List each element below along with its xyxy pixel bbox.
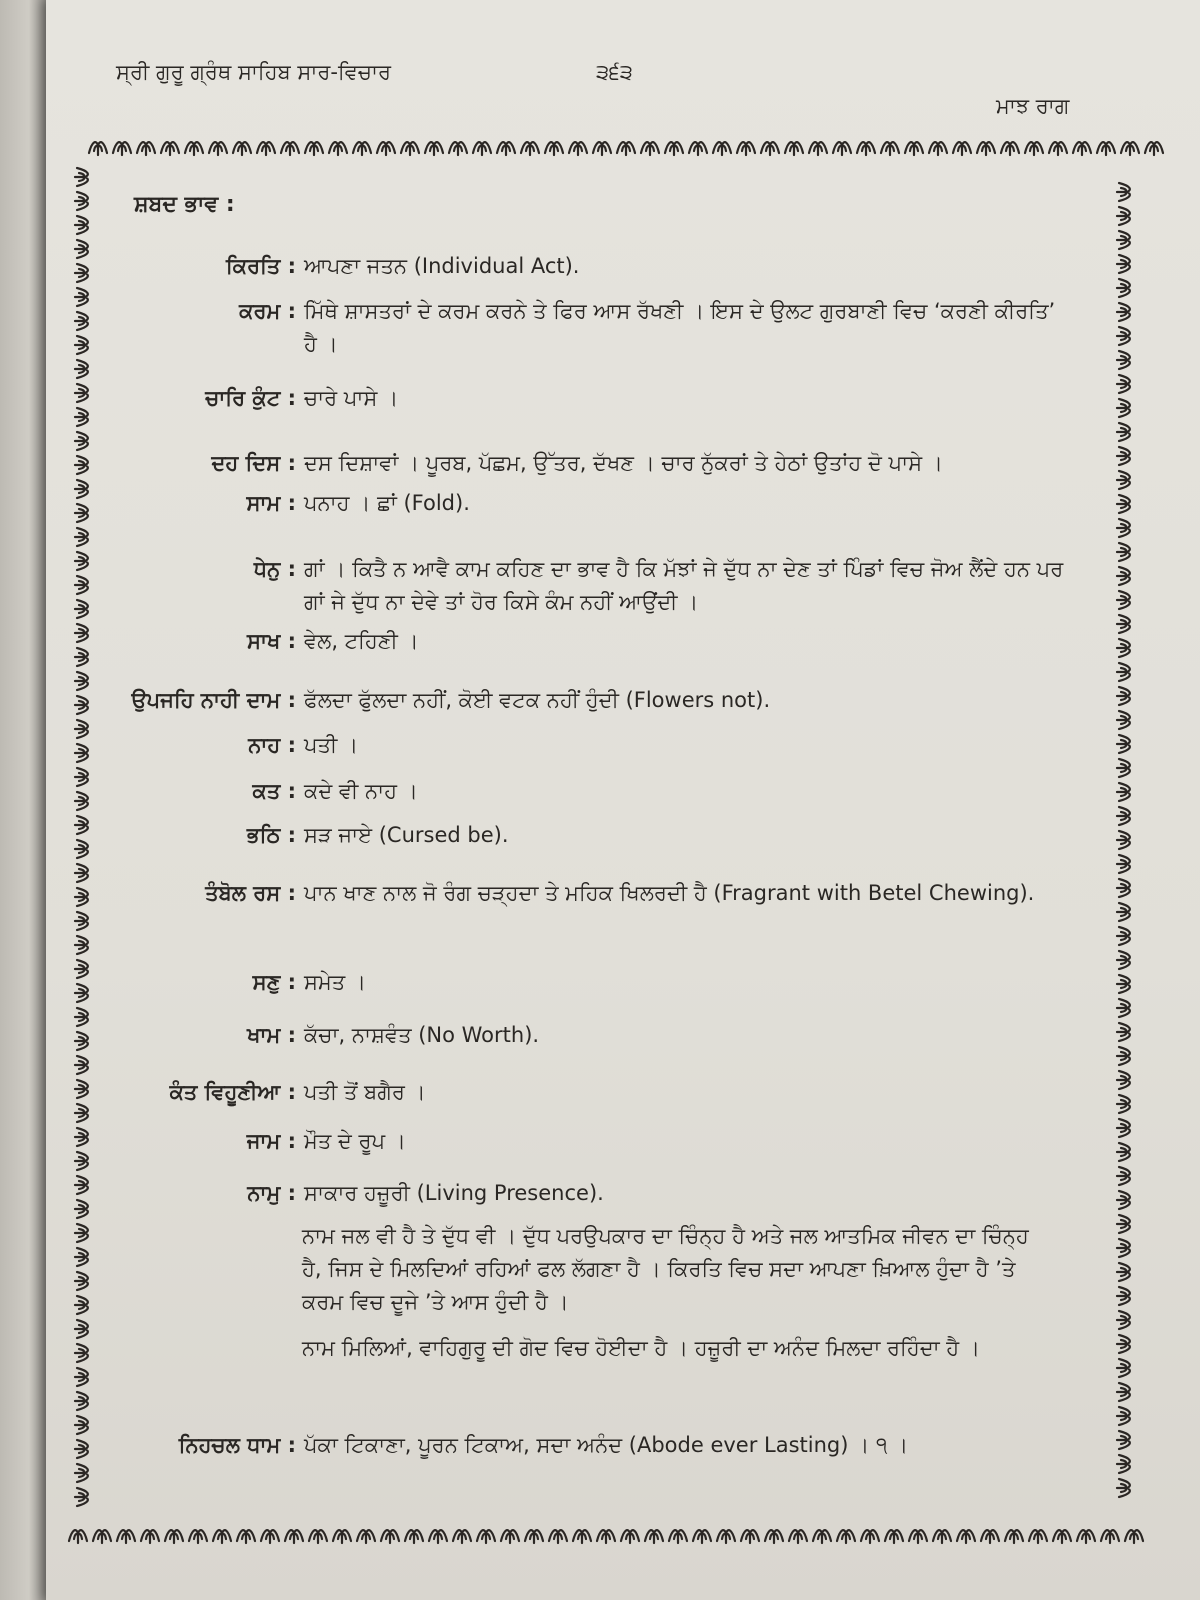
border-ornament xyxy=(713,142,731,155)
border-ornament xyxy=(305,142,323,155)
border-ornament xyxy=(641,142,659,155)
border-ornament xyxy=(329,142,347,155)
border-ornament xyxy=(1117,423,1130,441)
border-ornament xyxy=(1117,1335,1130,1353)
border-ornament xyxy=(75,1392,88,1410)
entry-definition: ਸਾਕਾਰ ਹਜ਼ੂਰੀ (Living Presence). xyxy=(304,1181,604,1205)
entry-bhath xyxy=(46,819,1066,855)
border-ornament xyxy=(1117,1143,1130,1161)
entry-upjeh-naahi-daam xyxy=(46,684,1066,720)
entry-definition: ਮੌਤ ਦੇ ਰੂਪ । xyxy=(304,1129,406,1153)
border-ornament xyxy=(185,142,203,155)
border-ornament xyxy=(213,1530,231,1543)
entry-naam xyxy=(46,1177,1066,1213)
border-ornament xyxy=(1117,1455,1130,1473)
section-title: ਮਾਝ ਰਾਗ xyxy=(996,94,1070,118)
border-ornament xyxy=(977,142,995,155)
border-ornament xyxy=(425,142,443,155)
border-ornament xyxy=(881,142,899,155)
border-ornament xyxy=(1029,1530,1047,1543)
entry-kant-vihooniya xyxy=(46,1076,1066,1112)
border-ornament xyxy=(281,142,299,155)
border-ornament xyxy=(377,142,395,155)
border-ornament xyxy=(785,142,803,155)
border-ornament xyxy=(1077,1530,1095,1543)
border-ornament xyxy=(1097,142,1115,155)
border-ornament xyxy=(261,1530,279,1543)
border-ornament xyxy=(1117,1215,1130,1233)
ornamental-border-top xyxy=(86,130,1176,164)
border-ornament xyxy=(1117,615,1130,633)
border-ornament xyxy=(449,142,467,155)
border-ornament xyxy=(1117,303,1130,321)
border-ornament xyxy=(75,1224,88,1242)
ornamental-border-right xyxy=(1110,180,1140,1510)
border-ornament xyxy=(75,1344,88,1362)
entry-term: ਕਤ : xyxy=(252,779,296,803)
border-ornament xyxy=(333,1530,351,1543)
border-ornament xyxy=(113,142,131,155)
border-ornament xyxy=(933,1530,951,1543)
entry-saakh xyxy=(46,625,1066,661)
border-ornament xyxy=(1117,1239,1130,1257)
border-ornament xyxy=(1117,1479,1130,1497)
border-ornament xyxy=(1117,183,1130,201)
entry-definition: ਸਮੇਤ । xyxy=(304,970,367,994)
border-ornament xyxy=(669,1530,687,1543)
border-ornament xyxy=(401,142,419,155)
border-ornament xyxy=(1117,375,1130,393)
entry-definition: ਗਾਂ । ਕਿਤੈ ਨ ਆਵੈ ਕਾਮ ਕਹਿਣ ਦਾ ਭਾਵ ਹੈ ਕਿ ਮੱਝਾਂ ਜੇ ਦੁੱਧ ਨਾ ਦੇਣ ਤਾਂ ਪਿੰਡਾਂ ਵਿਚ ਜੋਅ ਲੈਂਦੇ ਹਨ ਪਰ ਗਾਂ ਜੇ ਦੁੱਧ ਨਾ ਦੇਵੇ ਤਾਂ ਹੋਰ ਕਿਸੇ ਕੰਮ ਨਹੀਂ ਆਉਂਦੀ । xyxy=(304,557,1064,614)
entry-definition: ਚਾਰੇ ਪਾਸੇ । xyxy=(304,386,399,410)
border-ornament xyxy=(161,142,179,155)
border-ornament xyxy=(137,142,155,155)
border-ornament xyxy=(597,1530,615,1543)
border-ornament xyxy=(665,142,683,155)
border-ornament xyxy=(741,1530,759,1543)
entry-term: ਸਣੁ : xyxy=(252,970,296,994)
border-ornament xyxy=(525,1530,543,1543)
border-ornament xyxy=(573,1530,591,1543)
border-ornament xyxy=(1117,591,1130,609)
border-ornament xyxy=(75,1464,88,1482)
border-ornament xyxy=(521,142,539,155)
border-ornament xyxy=(761,142,779,155)
entry-jaam xyxy=(46,1125,1066,1161)
border-ornament xyxy=(857,142,875,155)
border-ornament xyxy=(75,1296,88,1314)
border-ornament xyxy=(75,1272,88,1290)
running-title: ਸ੍ਰੀ ਗੁਰੂ ਗ੍ਰੰਥ ਸਾਹਿਬ ਸਾਰ-ਵਿਚਾਰ xyxy=(116,60,392,84)
border-ornament xyxy=(737,142,755,155)
border-ornament xyxy=(233,142,251,155)
border-ornament xyxy=(1117,831,1130,849)
border-ornament xyxy=(1001,142,1019,155)
entry-khaam xyxy=(46,1019,1066,1055)
border-ornament xyxy=(1117,447,1130,465)
border-ornament xyxy=(689,142,707,155)
border-ornament xyxy=(69,1530,87,1543)
border-ornament xyxy=(1117,1383,1130,1401)
border-ornament xyxy=(309,1530,327,1543)
book-page xyxy=(46,0,1200,1600)
border-ornament xyxy=(549,1530,567,1543)
border-ornament xyxy=(1117,999,1130,1017)
border-ornament xyxy=(1117,1431,1130,1449)
border-ornament xyxy=(353,142,371,155)
ornamental-border-bottom xyxy=(66,1518,1156,1552)
border-ornament xyxy=(1117,351,1130,369)
entry-definition: ਦਸ ਦਿਸ਼ਾਵਾਂ । ਪੂਰਬ, ਪੱਛਮ, ਉੱਤਰ, ਦੱਖਣ । ਚਾਰ ਨੁੱਕਰਾਂ ਤੇ ਹੇਠਾਂ ਉਤਾਂਹ ਦੋ ਪਾਸੇ । xyxy=(304,451,943,475)
border-ornament xyxy=(1005,1530,1023,1543)
border-ornament xyxy=(1117,327,1130,345)
entry-definition: ਪਤੀ । xyxy=(304,733,359,757)
border-ornament xyxy=(885,1530,903,1543)
border-ornament xyxy=(75,216,88,234)
section-heading: ਸ਼ਬਦ ਭਾਵ : xyxy=(134,192,235,217)
border-ornament xyxy=(473,142,491,155)
border-ornament xyxy=(1073,142,1091,155)
border-ornament xyxy=(837,1530,855,1543)
border-ornament xyxy=(1053,1530,1071,1543)
border-ornament xyxy=(1117,231,1130,249)
border-ornament xyxy=(381,1530,399,1543)
entry-definition: ਫੱਲਦਾ ਫੁੱਲਦਾ ਨਹੀਂ, ਕੋਈ ਵਟਕ ਨਹੀਂ ਹੁੰਦੀ (Flowers not). xyxy=(304,688,771,712)
entry-term: ਕੰਤ ਵਿਹੂਣੀਆ : xyxy=(169,1080,296,1104)
border-ornament xyxy=(189,1530,207,1543)
border-ornament xyxy=(1121,142,1139,155)
entry-term: ਨਾਮੁ : xyxy=(247,1181,296,1205)
border-ornament xyxy=(813,1530,831,1543)
border-ornament xyxy=(1117,759,1130,777)
border-ornament xyxy=(1117,1407,1130,1425)
border-ornament xyxy=(1117,1359,1130,1377)
border-ornament xyxy=(497,142,515,155)
border-ornament xyxy=(645,1530,663,1543)
border-ornament xyxy=(75,168,88,186)
border-ornament xyxy=(981,1530,999,1543)
border-ornament xyxy=(1117,975,1130,993)
border-ornament xyxy=(75,1488,88,1506)
border-ornament xyxy=(1117,687,1130,705)
border-ornament xyxy=(257,142,275,155)
border-ornament xyxy=(1117,711,1130,729)
border-ornament xyxy=(569,142,587,155)
previous-page-edge xyxy=(0,0,52,1600)
border-ornament xyxy=(75,1368,88,1386)
border-ornament xyxy=(1101,1530,1119,1543)
entry-dhenu xyxy=(46,553,1066,623)
entry-term: ਨਾਹ : xyxy=(248,733,296,757)
border-ornament xyxy=(405,1530,423,1543)
entry-definition: ਵੇਲ, ਟਹਿਣੀ । xyxy=(304,629,419,653)
entry-san xyxy=(46,966,1066,1002)
entry-definition: ਮਿੱਥੇ ਸ਼ਾਸਤਰਾਂ ਦੇ ਕਰਮ ਕਰਨੇ ਤੇ ਫਿਰ ਆਸ ਰੱਖਣੀ । ਇਸ ਦੇ ਉਲਟ ਗੁਰਬਾਣੀ ਵਿਚ ‘ਕਰਣੀ ਕੀਰਤਿ’ ਹੈ । xyxy=(304,299,1056,356)
border-ornament xyxy=(909,1530,927,1543)
border-ornament xyxy=(75,1248,88,1266)
border-ornament xyxy=(861,1530,879,1543)
entry-term: ਭਠਿ : xyxy=(246,823,296,847)
border-ornament xyxy=(453,1530,471,1543)
page-number: ੩੬੩ xyxy=(596,60,633,84)
border-ornament xyxy=(1117,807,1130,825)
border-ornament xyxy=(621,1530,639,1543)
border-ornament xyxy=(237,1530,255,1543)
border-ornament xyxy=(1117,1167,1130,1185)
entry-kat xyxy=(46,775,1066,811)
border-ornament xyxy=(1117,1287,1130,1305)
border-ornament xyxy=(1117,879,1130,897)
entry-definition: ਕਦੇ ਵੀ ਨਾਹ । xyxy=(304,779,418,803)
border-ornament xyxy=(789,1530,807,1543)
entry-naah xyxy=(46,729,1066,765)
entry-term: ਕਿਰਤਿ : xyxy=(225,254,296,278)
border-ornament xyxy=(93,1530,111,1543)
entry-term: ਉਪਜਹਿ ਨਾਹੀ ਦਾਮ : xyxy=(131,688,296,712)
border-ornament xyxy=(833,142,851,155)
border-ornament xyxy=(929,142,947,155)
entry-term: ਧੇਨੁ : xyxy=(253,557,296,581)
border-ornament xyxy=(1049,142,1067,155)
entry-definition: ਪਤੀ ਤੋਂ ਬਗੈਰ । xyxy=(304,1080,426,1104)
entry-term: ਨਿਹਚਲ ਧਾਮ : xyxy=(178,1433,296,1457)
border-ornament xyxy=(1117,1191,1130,1209)
border-ornament xyxy=(141,1530,159,1543)
border-ornament xyxy=(617,142,635,155)
border-ornament xyxy=(1117,519,1130,537)
border-ornament xyxy=(1117,1071,1130,1089)
border-ornament xyxy=(75,528,88,546)
explanatory-note: ਨਾਮ ਮਿਲਿਆਂ, ਵਾਹਿਗੁਰੂ ਦੀ ਗੋਦ ਵਿਚ ਹੋਈਦਾ ਹੈ । ਹਜ਼ੂਰੀ ਦਾ ਅਨੰਦ ਮਿਲਦਾ ਰਹਿੰਦਾ ਹੈ । xyxy=(302,1336,981,1360)
entry-saam xyxy=(46,487,1066,523)
border-ornament xyxy=(1145,142,1163,155)
border-ornament xyxy=(1117,639,1130,657)
border-ornament xyxy=(429,1530,447,1543)
border-ornament xyxy=(953,142,971,155)
entry-definition: ਕੱਚਾ, ਨਾਸ਼ਵੰਤ (No Worth). xyxy=(304,1023,540,1047)
border-ornament xyxy=(1117,855,1130,873)
border-ornament xyxy=(809,142,827,155)
entry-term: ਕਰਮ : xyxy=(239,299,296,323)
border-ornament xyxy=(693,1530,711,1543)
explanatory-note: ਨਾਮ ਜਲ ਵੀ ਹੈ ਤੇ ਦੁੱਧ ਵੀ । ਦੁੱਧ ਪਰਉਪਕਾਰ ਦਾ ਚਿੰਨ੍ਹ ਹੈ ਅਤੇ ਜਲ ਆਤਮਿਕ ਜੀਵਨ ਦਾ ਚਿੰਨ੍ਹ ਹੈ, ਜਿਸ ਦੇ ਮਿਲਦਿਆਂ ਰਹਿਆਂ ਫਲ ਲੱਗਣਾ ਹੈ । ਕਿਰਤਿ ਵਿਚ ਸਦਾ ਆਪਣਾ ਖ਼ਿਆਲ ਹੁੰਦਾ ਹੈ ’ਤੇ ਕਰਮ ਵਿਚ ਦੂਜੇ ’ਤੇ ਆਸ ਹੁੰਦੀ ਹੈ । xyxy=(302,1224,1029,1314)
border-ornament xyxy=(765,1530,783,1543)
border-ornament xyxy=(477,1530,495,1543)
border-ornament xyxy=(1117,663,1130,681)
border-ornament xyxy=(357,1530,375,1543)
border-ornament xyxy=(905,142,923,155)
entry-term: ਚਾਰਿ ਕੁੰਟ : xyxy=(205,386,296,410)
border-ornament xyxy=(1117,207,1130,225)
border-ornament xyxy=(75,1056,88,1074)
border-ornament xyxy=(89,142,107,155)
border-ornament xyxy=(1117,1119,1130,1137)
border-ornament xyxy=(1117,783,1130,801)
border-ornament xyxy=(1125,1530,1143,1543)
entry-tambol-ras xyxy=(46,877,1066,947)
border-ornament xyxy=(1117,1023,1130,1041)
border-ornament xyxy=(1025,142,1043,155)
entry-definition: ਆਪਣਾ ਜਤਨ (Individual Act). xyxy=(304,254,580,278)
entry-definition: ਪਨਾਹ । ਛਾਂ (Fold). xyxy=(304,491,470,515)
border-ornament xyxy=(285,1530,303,1543)
border-ornament xyxy=(1117,1047,1130,1065)
entry-definition: ਸੜ ਜਾਏ (Cursed be). xyxy=(304,823,509,847)
entry-kirat xyxy=(46,250,1066,286)
border-ornament xyxy=(209,142,227,155)
entry-chaar-kunt xyxy=(46,382,1066,418)
entry-term: ਤੰਬੋਲ ਰਸ : xyxy=(205,881,296,905)
entry-term: ਜਾਮ : xyxy=(246,1129,296,1153)
border-ornament xyxy=(1117,495,1130,513)
border-ornament xyxy=(1117,543,1130,561)
entry-term: ਸਾਖ : xyxy=(246,629,296,653)
entry-definition: ਪਾਨ ਖਾਣ ਨਾਲ ਜੋ ਰੰਗ ਚੜ੍ਹਦਾ ਤੇ ਮਹਿਕ ਖਿਲਰਦੀ ਹੈ (Fragrant with Betel Chewing). xyxy=(304,881,1035,905)
border-ornament xyxy=(593,142,611,155)
border-ornament xyxy=(1117,399,1130,417)
border-ornament xyxy=(117,1530,135,1543)
border-ornament xyxy=(1117,279,1130,297)
entry-term: ਦਹ ਦਿਸ : xyxy=(211,451,296,475)
border-ornament xyxy=(1117,255,1130,273)
border-ornament xyxy=(1117,567,1130,585)
border-ornament xyxy=(75,192,88,210)
entry-definition: ਪੱਕਾ ਟਿਕਾਣਾ, ਪੂਰਨ ਟਿਕਾਅ, ਸਦਾ ਅਨੰਦ (Abode ever Lasting) । ੧ । xyxy=(304,1433,909,1457)
entry-dah-dis xyxy=(46,447,1066,483)
border-ornament xyxy=(165,1530,183,1543)
entry-karam xyxy=(46,295,1066,365)
border-ornament xyxy=(1117,1095,1130,1113)
border-ornament xyxy=(1117,471,1130,489)
border-ornament xyxy=(1117,1311,1130,1329)
border-ornament xyxy=(75,1320,88,1338)
border-ornament xyxy=(501,1530,519,1543)
border-ornament xyxy=(957,1530,975,1543)
entry-term: ਸਾਮ : xyxy=(246,491,296,515)
border-ornament xyxy=(1117,735,1130,753)
border-ornament xyxy=(545,142,563,155)
border-ornament xyxy=(717,1530,735,1543)
border-ornament xyxy=(1117,1263,1130,1281)
border-ornament xyxy=(1117,903,1130,921)
entry-nihchal-dhaam xyxy=(46,1429,1066,1465)
entry-term: ਖਾਮ : xyxy=(247,1023,296,1047)
border-ornament xyxy=(1117,951,1130,969)
border-ornament xyxy=(1117,927,1130,945)
